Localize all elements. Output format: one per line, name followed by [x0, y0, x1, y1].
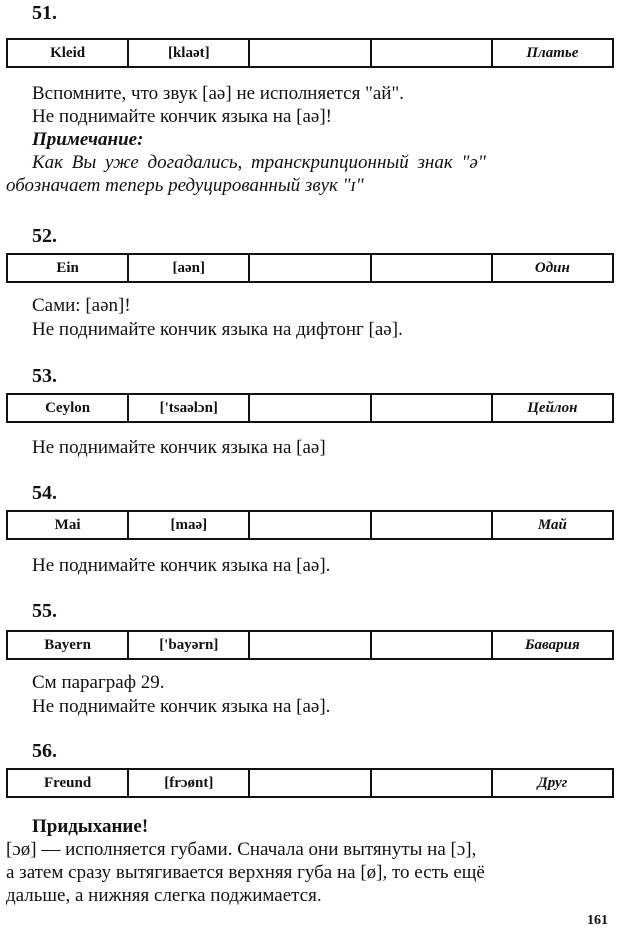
german-word: Ein	[7, 254, 128, 282]
transcription: ['bayərn]	[128, 631, 249, 659]
translation: Друг	[492, 769, 613, 797]
text-line: См параграф 29.	[32, 672, 165, 693]
text-line: Не поднимайте кончик языка на [aə].	[32, 555, 331, 576]
empty-cell	[249, 511, 370, 539]
exercise-number-56: 56.	[32, 740, 57, 762]
empty-cell	[371, 39, 492, 67]
german-word: Ceylon	[7, 394, 128, 422]
text-line: Сами: [aən]!	[32, 295, 131, 316]
exercise-number-52: 52.	[32, 225, 57, 247]
empty-cell	[371, 511, 492, 539]
translation: Май	[492, 511, 613, 539]
translation: Платье	[492, 39, 613, 67]
vocab-row-51	[6, 38, 614, 68]
vocab-row-52	[6, 253, 614, 283]
text-line: а затем сразу вытягивается верхняя губа на [ø], то есть ещё	[6, 862, 485, 883]
german-word: Bayern	[7, 631, 128, 659]
empty-cell	[371, 394, 492, 422]
german-word: Kleid	[7, 39, 128, 67]
empty-cell	[249, 631, 370, 659]
transcription: [aən]	[128, 254, 249, 282]
translation: Бавария	[492, 631, 613, 659]
german-word: Freund	[7, 769, 128, 797]
transcription: [maə]	[128, 511, 249, 539]
vocab-row-55	[6, 630, 614, 660]
note-line: обозначает теперь редуцированный звук "ɪ"	[6, 175, 364, 196]
text-line: Не поднимайте кончик языка на дифтонг [aə].	[32, 319, 403, 340]
text-line: Вспомните, что звук [aə] не исполняется "ай".	[32, 83, 404, 104]
text-line: Не поднимайте кончик языка на [aə]	[32, 437, 326, 458]
empty-cell	[249, 769, 370, 797]
empty-cell	[371, 769, 492, 797]
exercise-number-51: 51.	[32, 2, 57, 24]
transcription: [frɔønt]	[128, 769, 249, 797]
note-title: Примечание:	[32, 129, 144, 150]
section-heading: Придыхание!	[32, 816, 149, 837]
text-line: Не поднимайте кончик языка на [aə].	[32, 696, 331, 717]
text-line: [ɔø] — исполняется губами. Сначала они вытянуты на [ɔ],	[6, 839, 477, 860]
transcription: ['tsaəlɔn]	[128, 394, 249, 422]
empty-cell	[371, 254, 492, 282]
exercise-number-53: 53.	[32, 365, 57, 387]
note-line: Как Вы уже догадались, транскрипционный знак "ə"	[32, 152, 486, 173]
exercise-number-55: 55.	[32, 600, 57, 622]
empty-cell	[371, 631, 492, 659]
text-line: дальше, а нижняя слегка поджимается.	[6, 885, 322, 906]
transcription: [klaət]	[128, 39, 249, 67]
exercise-number-54: 54.	[32, 482, 57, 504]
page-number: 161	[587, 913, 608, 928]
translation: Один	[492, 254, 613, 282]
translation: Цейлон	[492, 394, 613, 422]
text-line: Не поднимайте кончик языка на [aə]!	[32, 106, 332, 127]
vocab-row-53	[6, 393, 614, 423]
empty-cell	[249, 254, 370, 282]
empty-cell	[249, 394, 370, 422]
german-word: Mai	[7, 511, 128, 539]
vocab-row-54	[6, 510, 614, 540]
vocab-row-56	[6, 768, 614, 798]
empty-cell	[249, 39, 370, 67]
